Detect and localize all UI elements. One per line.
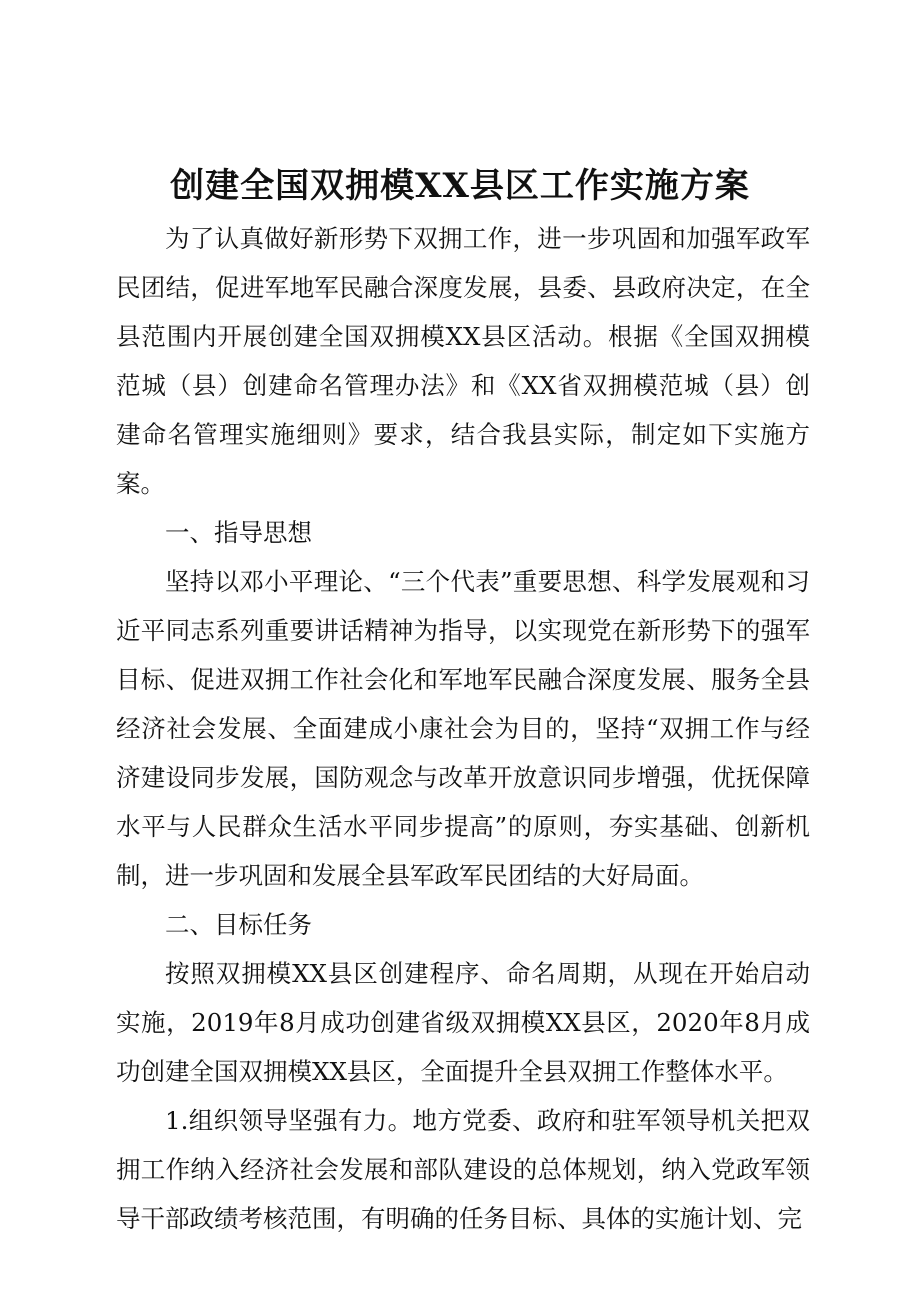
document-body (116, 214, 810, 1243)
paragraph-item-1: 1.组织领导坚强有力。地方党委、政府和驻军领导机关把双拥工作纳入经济社会发展和部队建设的总体规划，纳入党政军领导干部政绩考核范围，有明确的任务目标、具体的实施计划、完 (116, 1106, 810, 1233)
document-title: 创建全国双拥模XX县区工作实施方案 (170, 166, 750, 206)
section-heading-goals-tasks: 二、目标任务 (165, 910, 312, 939)
paragraph-guiding-ideology: 坚持以邓小平理论、“三个代表”重要思想、科学发展观和习近平同志系列重要讲话精神为指导，以实现党在新形势下的强军目标、促进双拥工作社会化和军地军民融合深度发展、服务全县经济社会发展、全面建成小康社会为目的，坚持“双拥工作与经济建设同步发展，国防观念与改革开放意识同步增强，优抚保障水平与人民群众生活水平同步提高”的原则，夯实基础、创新机制，进一步巩固和发展全县军政军民团结的大好局面。 (116, 567, 810, 890)
section-heading-guiding-ideology: 一、指导思想 (165, 518, 312, 547)
paragraph-intro: 为了认真做好新形势下双拥工作，进一步巩固和加强军政军民团结，促进军地军民融合深度发展，县委、县政府决定，在全县范围内开展创建全国双拥模XX县区活动。根据《全国双拥模范城（县）创建命名管理办法》和《XX省双拥模范城（县）创建命名管理实施细则》要求，结合我县实际，制定如下实施方案。 (116, 224, 810, 498)
paragraph-goals-tasks: 按照双拥模XX县区创建程序、命名周期，从现在开始启动实施，2019年8月成功创建省级双拥模XX县区，2020年8月成功创建全国双拥模XX县区，全面提升全县双拥工作整体水平。 (116, 959, 810, 1086)
